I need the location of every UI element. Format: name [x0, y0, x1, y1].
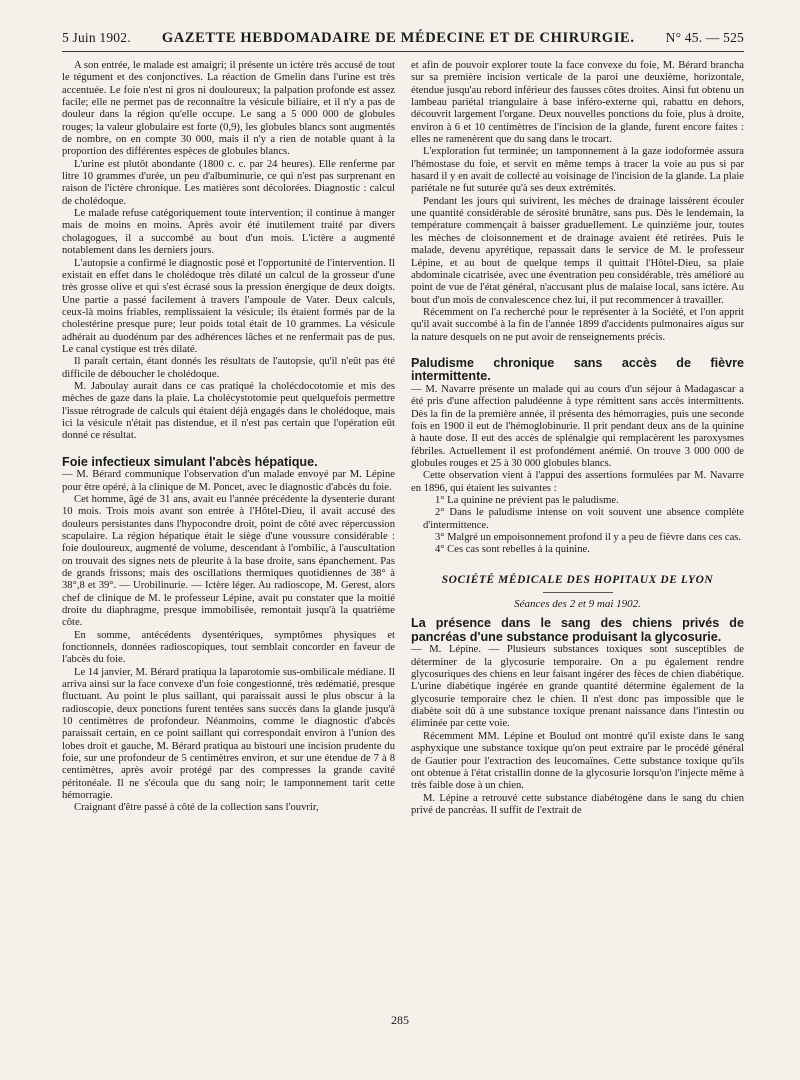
paragraph: L'autopsie a confirmé le diagnostic posé et l'opportunité de l'intervention. Il existait en effet dans le cholédoque très dilaté un calcul de la grosseur d'une très grosse olive et qui s'est écrasé sous la pression énergique de deux doigts. Une partie a passé facilement à travers l'ampoule de Vater. Deux calculs, ceux-là moins friables, remplissaient la vésicule; ils étaient formés par de la cholestérine presque pure; leur poids total était de 10 grammes. La vésicule adhérait au duodénum par des adhérences lâches et ne renfermait pas de pus. Le canal cystique est très dilaté. — [62, 257, 395, 355]
paragraph: Pendant les jours qui suivirent, les mèches de drainage laissèrent écouler une quantité considérable de sérosité brunâtre, sans pus. Dès le lendemain, la température commençait à baisser graduellement. Le quinzième jour, toutes les mèches de cloisonnement et de drainage avaient été retirées. Puis le malade, devenu apyrétique, repassait dans le service de M. le professeur Lépine, et au bout de quelque temps il quittait l'Hôtel-Dieu, sa plaie abdominale cicatrisée, avec une éventration peu considérable, très amélioré au point de vue de l'état général, n'accusant plus de malaise local, sans ictère. Au bout d'un mois de convalescence chez lui, il put recommencer à travailler. — [411, 195, 744, 306]
paragraph: Craignant d'être passé à côté de la collection sans l'ouvrir, — [74, 802, 319, 814]
paragraph: M. Lépine a retrouvé cette substance diabétogène dans le sang du chien privé de pancréas. Il suffit de l'extrait de — [411, 792, 744, 816]
right-column — [411, 60, 744, 817]
paragraph: — M. Bérard communique l'observation d'un malade envoyé par M. Lépine pour être opéré, à la clinique de M. Poncet, avec le diagnostic d'abcès du foie. — [62, 469, 395, 493]
paragraph: Récemment on l'a recherché pour le représenter à la Société, et l'on apprit qu'il avait succombé à la fin de l'année 1899 d'accidents pulmonaires aigus sur la nature desquels on ne put avoir de renseignements précis. — [411, 306, 744, 343]
paragraph: — M. Lépine. — Plusieurs substances toxiques sont susceptibles de déterminer de la glycosurie temporaire. On a pu également rendre glycosuriques des chiens en leur faisant ingérer des fèces de chien diabétique. L'urine diabétique ingérée en grande quantité détermine également de la glycosurie temporaire chez le chien. Il n'est donc pas impossible que le diabète soit dû à une substance toxique prenant naissance dans l'intestin ou éliminée par cette voie. — [411, 644, 744, 730]
journal-title: GAZETTE HEBDOMADAIRE DE MÉDECINE ET DE CHIRURGIE. — [161, 30, 635, 46]
assertion-list — [411, 495, 744, 557]
paragraph: L'urine est plutôt abondante (1800 c. c. par 24 heures). Elle renferme par litre 10 grammes d'urée, un peu d'albuminurie, ce qui n'est pas surprenant en raison de l'ictère chronique. Les matières sont décolorées. Diagnostic : calcul de cholédoque. — [62, 158, 395, 207]
section-heading: Paludisme chronique sans accès de fièvre intermittente. — [411, 355, 744, 384]
paragraph: Il paraît certain, étant donnés les résultats de l'autopsie, qu'il n'eût pas été difficile de déboucher le cholédoque. — [62, 356, 395, 380]
session-dates: Séances des 2 et 9 mai 1902. — [514, 598, 641, 611]
list-item: 2° Dans le paludisme intense on voit souvent une absence complète d'intermittence. — [423, 507, 744, 531]
issue-number: N° 45. — 525 — [665, 30, 744, 45]
paragraph: Le malade refuse catégoriquement toute intervention; il continue à manger mais de moins en moins. Après avoir été inutilement traité par divers cholagogues, il a succombé au bout d'un mois. L'ictère a augmenté notablement dans les derniers jours. — [62, 208, 395, 257]
paragraph: Cette observation vient à l'appui des assertions formulées par M. Navarre en 1896, qui étaient les suivantes : — [411, 470, 744, 494]
page-number: 285 — [391, 1013, 409, 1027]
running-header — [62, 30, 744, 52]
society-title: SOCIÉTÉ MÉDICALE DES HOPITAUX DE LYON — [441, 573, 714, 586]
paragraph: En somme, antécédents dysentériques, symptômes physiques et fonctionnels, données radioscopiques, tout semblait concorder en faveur de l'abcès du foie. — [62, 629, 395, 666]
paragraph: et afin de pouvoir explorer toute la face convexe du foie, M. Bérard brancha sur sa première incision verticale de la paroi une deuxième, horizontale, étendue jusqu'au rebord inférieur des fausses côtes droites. Ainsi fut obtenu un lambeau pariétal triangulaire à base inféro-externe qui, rabattu en dehors, découvrit largement l'organe. Deux nouvelles ponctions du foie, plus à droite, environ à 6 et 10 centimètres de l'incision de la glande, furent encore faites : elles ne ramenèrent que du sang dans le trocart. — [411, 60, 744, 146]
list-item: 4° Ces cas sont rebelles à la quinine. — [435, 544, 590, 556]
divider — [543, 592, 613, 593]
paragraph: M. Jaboulay aurait dans ce cas pratiqué la cholécdocotomie et mis des mèches de gaze dans la plaie. La cholécystotomie peut quelquefois permettre l'issue rétrograde de calculs qui étaient déjà engagés dans le cholédoque, mais ici la vésicule n'était pas distendue, et il n'est pas certain que l'opération eût donné ce résultat. — [62, 380, 395, 442]
paragraph: Récemment MM. Lépine et Boulud ont montré qu'il existe dans le sang asphyxique une substance toxique qu'on peut extraire par le procédé général de Gautier pour l'extraction des leucomaïnes. Cette substance toxique qu'ils ont obtenue à l'état cristallin donne de la glycosurie lorsqu'on l'injecte même à très faible dose à un chien. — [411, 730, 744, 792]
paragraph: L'exploration fut terminée; un tamponnement à la gaze iodoformée assura l'hémostase du foie, et servit en même temps à tracer la voie au pus si par hasard il y en avait de collecté au voisinage de l'incision de la glande. La plaie pariétale ne fut suturée qu'à ses deux extrémités. — [411, 146, 744, 195]
paragraph: A son entrée, le malade est amaigri; il présente un ictère très accusé de tout le tégument et des conjonctives. La réaction de Gmelin dans l'urine est très accentuée. Le foie n'est ni gros ni douloureux; la palpation profonde est assez facile; elle ne permet pas de reconnaître la vésicule biliaire, et il n'y a pas de douleur dans la région qu'elle occupe. Le sang a 5 000 000 de globules rouges; la valeur globulaire est forte (0,9), les globules blancs sont augmentés de nombre, on en compte 30 000, mais il n'y a rien de notable quant à la proportion des différentes espèces de globules blancs. — [62, 60, 395, 158]
left-column — [62, 60, 395, 817]
list-item: 3° Malgré un empoisonnement profond il y a peu de fièvre dans ces cas. — [435, 532, 742, 544]
header-date: 5 Juin 1902. — [62, 30, 131, 45]
text-columns — [62, 60, 744, 817]
paragraph: Le 14 janvier, M. Bérard pratiqua la laparotomie sus-ombilicale médiane. Il arriva ainsi sur la face convexe d'un foie congestionné, très œdématié, presque fluctuant. Au point le plus saillant, qui paraissait aussi le plus obscur à la radioscopie, deux ponctions furent tentées sans succès dans la glande jusqu'à 10 centimètres de profondeur. Néanmoins, comme le diagnostic d'abcès paraissait certain, en ce point saillant qui correspondait environ à l'union des lobes droit et gauche, M. Bérard pratiqua au bistouri une incision prudente du foie, sur une profondeur de 5 centimètres environ, et sur une étendue de 7 à 8 centimètres, après avoir protégé par des compresses la grande cavité péritonéale. Il ne s'écoula que du sang noir; le tamponnement tarit cette hémorragie. — [62, 666, 395, 802]
paragraph: Cet homme, âgé de 31 ans, avait eu l'année précédente la dysenterie durant 10 mois. Trois mois avant son entrée à l'Hôtel-Dieu, il avait accusé des douleurs persistantes dans l'hypocondre droit, point de côté avec répercussion scapulaire. La région hépatique était le siège d'une voussure considérable : foie douloureux, augmenté de volume, descendant à l'ombilic, à l'auscultation on trouvait des signes nets de pleurite à la base droite, sans épanchement. Pas de grands frissons; mais des oscillations thermiques quotidiennes de 38° à 38°,8 et 39°. — Urobilinurie. — Ictère léger. Au radioscope, M. Gerest, alors chef de clinique de M. le professeur Lépine, avait pu constater que la moitié droite du diaphragme, presque immobilisée, remontait jusqu'à la quatrième côte. — [62, 493, 395, 629]
section-heading: Foie infectieux simulant l'abcès hépatique. — [62, 454, 318, 469]
section-heading: La présence dans le sang des chiens privés de pancréas d'une substance produisant la glycosurie. — [411, 616, 744, 644]
list-item: 1° La quinine ne prévient pas le paludisme. — [435, 495, 619, 506]
paragraph: — M. Navarre présente un malade qui au cours d'un séjour à Madagascar a été pris d'une affection paludéenne à type rémittent sans accès intermittents. Dès la fin de la première année, il présenta des hémorragies, puis une seconde fois en 1900 il eut de l'hémoglobinurie. Il prit pendant deux ans de la quinine à haute dose. Il eut des accès de splénalgie qui remplacèrent les paroxysmes fébriles. Actuellement il est profondément anémié. On trouve 3 000 000 de globules rouges et 25 à 30 000 globules blancs. — [411, 383, 744, 469]
